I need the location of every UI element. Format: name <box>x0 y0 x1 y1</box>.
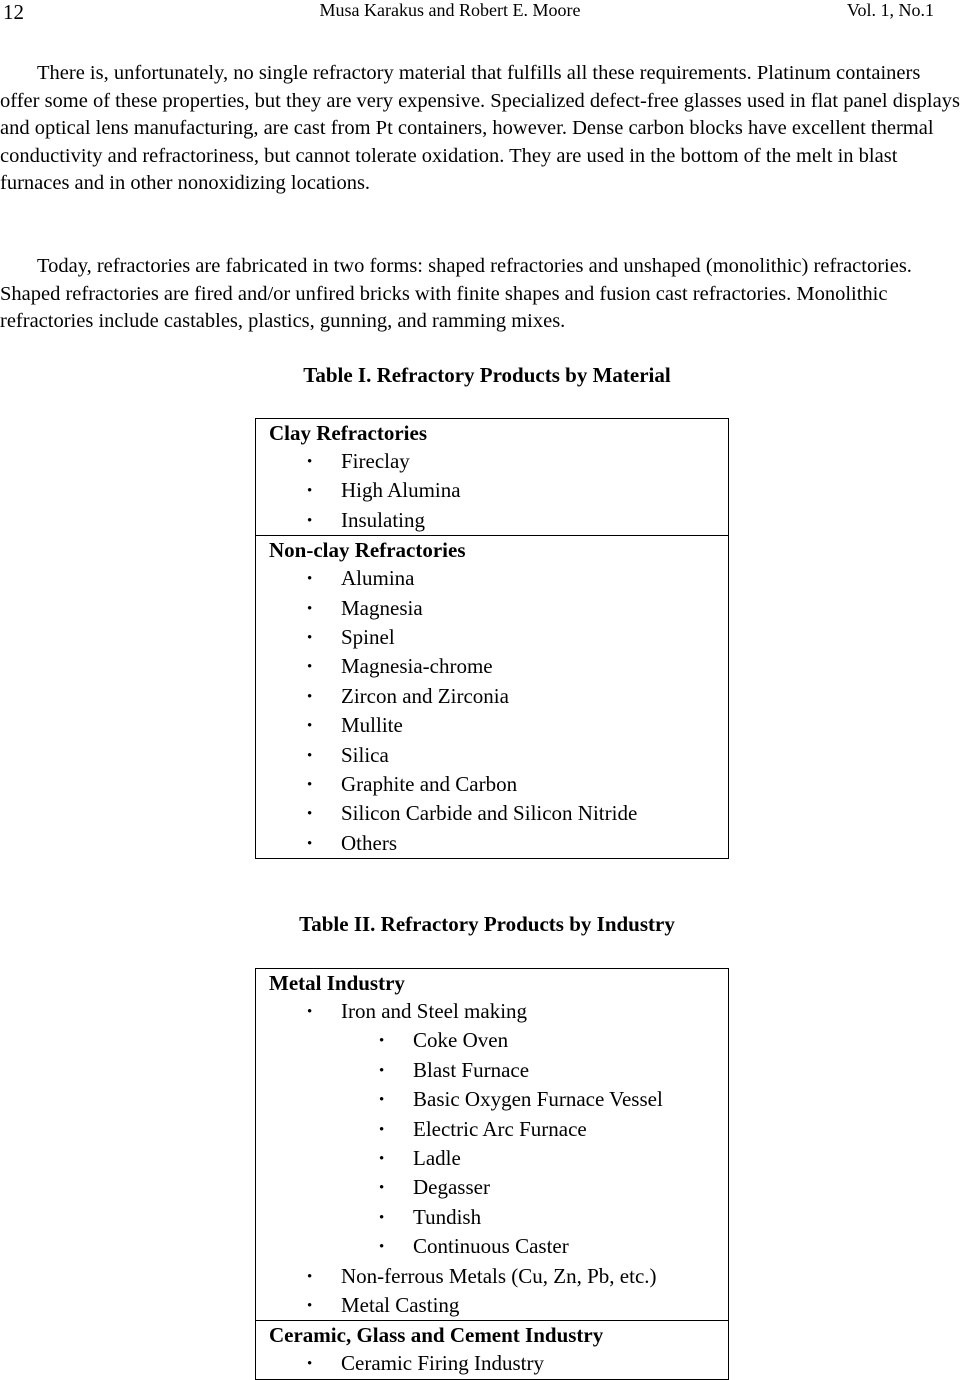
bullet-icon: • <box>307 600 313 617</box>
bullet-icon: • <box>379 1121 385 1138</box>
ceramic-industry-list <box>269 1349 728 1378</box>
volume-info: Vol. 1, No.1 <box>846 0 934 20</box>
bullet-icon: • <box>307 571 313 588</box>
list-item: • Graphite and Carbon <box>269 770 728 799</box>
bullet-icon: • <box>307 630 313 647</box>
clay-refractories-list <box>269 447 728 535</box>
metal-industry-section <box>256 969 728 1320</box>
bullet-icon: • <box>307 688 313 705</box>
list-item: • Others <box>269 829 728 858</box>
table-1-caption: Table I. Refractory Products by Material <box>303 363 671 387</box>
metal-industry-list-continued <box>269 1262 728 1321</box>
section-title: Non-clay Refractories <box>269 538 466 563</box>
clay-refractories-section <box>256 419 728 535</box>
list-item: • Basic Oxygen Furnace Vessel <box>269 1085 728 1114</box>
bullet-icon: • <box>307 1268 313 1285</box>
list-item: • Mullite <box>269 711 728 740</box>
page-header <box>0 0 960 24</box>
bullet-icon: • <box>307 512 313 529</box>
bullet-icon: • <box>307 1004 313 1020</box>
table-refractory-by-material <box>255 418 729 859</box>
list-item: • Blast Furnace <box>269 1056 728 1085</box>
list-item: • Non-ferrous Metals (Cu, Zn, Pb, etc.) <box>269 1262 728 1291</box>
list-item: • Ceramic Firing Industry <box>269 1349 728 1378</box>
list-item: • Tundish <box>269 1203 728 1232</box>
bullet-icon: • <box>307 1298 313 1315</box>
list-item: • Zircon and Zirconia <box>269 682 728 711</box>
bullet-icon: • <box>379 1209 385 1226</box>
metal-industry-list <box>269 997 728 1026</box>
running-authors: Musa Karakus and Robert E. Moore <box>319 0 581 20</box>
bullet-icon: • <box>307 806 313 823</box>
table-refractory-by-industry <box>255 968 729 1380</box>
nonclay-refractories-section <box>256 535 728 858</box>
page-number: 12 <box>3 0 24 24</box>
bullet-icon: • <box>307 454 313 470</box>
list-item: • Fireclay <box>269 447 728 476</box>
list-item: • Alumina <box>269 564 728 593</box>
bullet-icon: • <box>379 1033 385 1050</box>
list-item: • Magnesia-chrome <box>269 652 728 681</box>
list-item: • Magnesia <box>269 594 728 623</box>
list-item: • Silica <box>269 741 728 770</box>
list-item: • Silicon Carbide and Silicon Nitride <box>269 799 728 828</box>
bullet-icon: • <box>379 1062 385 1079</box>
list-item: • Insulating <box>269 506 728 535</box>
bullet-icon: • <box>307 659 313 676</box>
paragraph-refractory-forms: Today, refractories are fabricated in two forms: shaped refractories and unshaped (monolithic) refractories. Shaped refractories are fired and/or unfired bricks with finite shapes and fusion cast refractories. Monolithic refractories include castables, plastics, gunning, and ramming mixes. <box>0 255 912 333</box>
bullet-icon: • <box>379 1239 385 1256</box>
bullet-icon: • <box>307 718 313 735</box>
list-item: • Iron and Steel making <box>269 997 728 1026</box>
list-item: • Electric Arc Furnace <box>269 1115 728 1144</box>
ceramic-glass-cement-section <box>256 1320 728 1378</box>
section-title: Ceramic, Glass and Cement Industry <box>269 1323 604 1348</box>
bullet-icon: • <box>379 1180 385 1197</box>
bullet-icon: • <box>307 483 313 500</box>
bullet-icon: • <box>307 1356 313 1373</box>
paragraph-refractory-requirements: There is, unfortunately, no single refractory material that fulfills all these requirements. Platinum containers offer some of these properties, but they are very expensive. Specialized defect-free glasses used in flat panel displays and optical lens manufacturing, are cast from Pt containers, however. Dense carbon blocks have excellent thermal conductivity and refractoriness, but cannot tolerate oxidation. They are used in the bottom of the melt in blast furnaces and in other nonoxidizing locations. <box>0 62 960 195</box>
list-item: • Spinel <box>269 623 728 652</box>
bullet-icon: • <box>379 1092 385 1109</box>
bullet-icon: • <box>307 777 313 794</box>
list-item: • Continuous Caster <box>269 1232 728 1261</box>
list-item: • Ladle <box>269 1144 728 1173</box>
section-title: Clay Refractories <box>269 421 428 445</box>
bullet-icon: • <box>307 835 313 852</box>
list-item: • High Alumina <box>269 476 728 505</box>
table-2-caption: Table II. Refractory Products by Industry <box>299 912 675 936</box>
bullet-icon: • <box>307 747 313 764</box>
bullet-icon: • <box>379 1151 385 1168</box>
list-item: • Coke Oven <box>269 1026 728 1055</box>
section-title: Metal Industry <box>269 971 405 995</box>
list-item: • Metal Casting <box>269 1291 728 1320</box>
nonclay-refractories-list <box>269 564 728 858</box>
iron-steel-sublist <box>269 1026 728 1261</box>
list-item: • Degasser <box>269 1173 728 1202</box>
